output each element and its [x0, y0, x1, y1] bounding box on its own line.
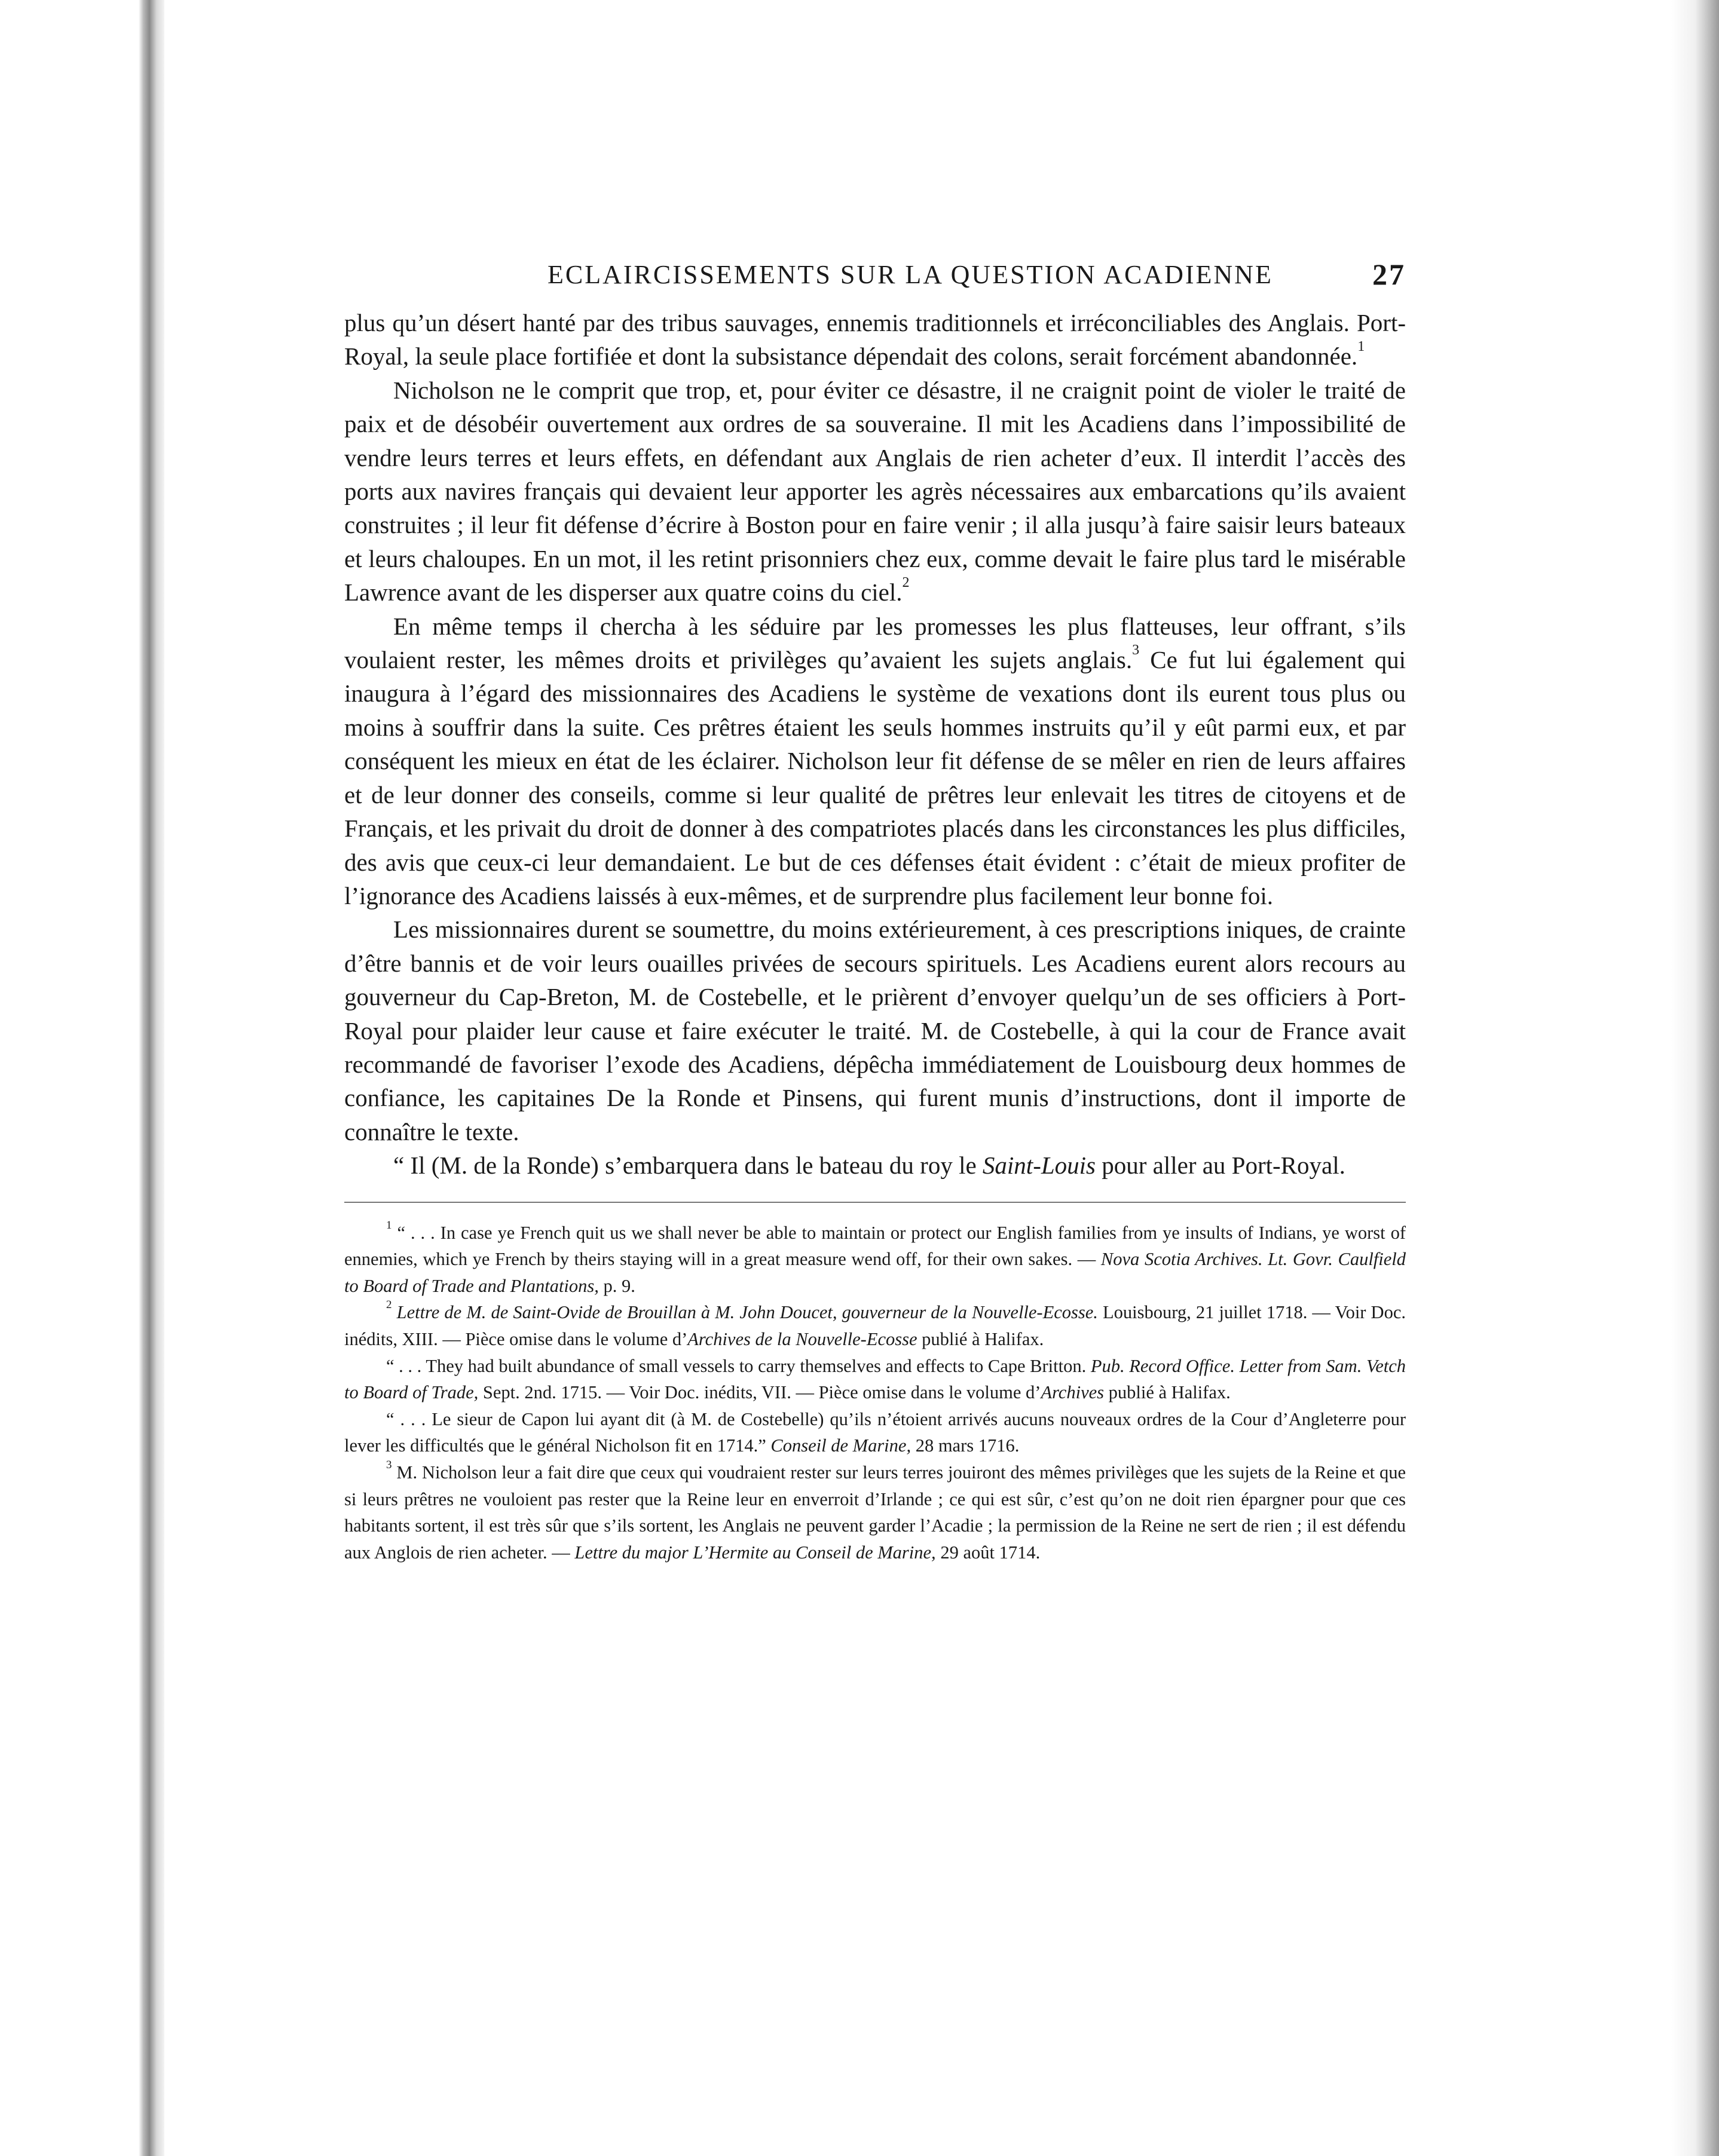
paragraph-nicholson — [344, 373, 1406, 610]
footnote-text: 28 mars 1716. — [915, 1435, 1020, 1456]
footnote-text: p. 9. — [603, 1275, 635, 1296]
footnote-source: Archives de la Nouvelle-Ecosse — [687, 1328, 917, 1349]
footnote-source: Nova Scotia Archives. Lt. Govr. Caulfield to Board of Trade and Plantations, — [344, 1249, 1406, 1296]
footnote-text: publié à Halifax. — [1108, 1382, 1231, 1403]
footnote-text: 29 août 1714. — [940, 1542, 1041, 1563]
footnote-marker: 2 — [902, 575, 910, 591]
book-page — [344, 257, 1406, 1566]
book-spine-shadow — [0, 0, 164, 2156]
running-title: ECLAIRCISSEMENTS SUR LA QUESTION ACADIENNE — [547, 260, 1273, 289]
footnote-source: Lettre du major L’Hermite au Conseil de Marine, — [574, 1542, 936, 1563]
footnote-text: Louisbourg, 21 juillet 1718. — Voir Doc. inédits, XIII. — Pièce omise dans le volume d’ — [344, 1302, 1406, 1349]
page-number: 27 — [1372, 258, 1406, 291]
footnotes — [344, 1220, 1406, 1566]
footnote-text: Sept. 2nd. 1715. — Voir Doc. inédits, VII. — Pièce omise dans le volume d’ — [482, 1382, 1041, 1403]
footnote-marker: 3 — [1132, 642, 1140, 659]
footnote-number: 3 — [386, 1458, 392, 1471]
footnote-text: “ . . . Le sieur de Capon lui ayant dit (à M. de Costebelle) qu’ils n’étoient arrivés aucuns nouveaux ordres de la Cour d’Angleterre pour lever les difficultés que le général Nicholson fit en 1714.” — [344, 1408, 1406, 1456]
footnote-text: “ . . . In case ye French quit us we shall never be able to maintain or protect our English families from ye insults of Indians, ye worst of ennemies, which ye French by theirs staying will in a great measure wend off, for their own sakes. — — [344, 1222, 1406, 1270]
paragraph-text: Nicholson ne le comprit que trop, et, pour éviter ce désastre, il ne craignit point de violer le traité de paix et de désobéir ouvertement aux ordres de sa souveraine. Il mit les Acadiens dans l’impossibilité de vendre leurs terres et leurs effets, en défendant aux Anglais de rien acheter d’eux. Il interdit l’accès des ports aux navires français qui devaient leur apporter les agrès nécessaires aux embarcations qu’ils avaient construites ; il leur fit défense d’écrire à Boston pour en faire venir ; il alla jusqu’à faire saisir leurs bateaux et leurs chaloupes. En un mot, il les retint prisonniers chez eux, comme devait le faire plus tard le misérable Lawrence avant de les disperser aux quatre coins du ciel. — [344, 376, 1406, 607]
footnote-2 — [344, 1299, 1406, 1352]
footnote-source: Conseil de Marine, — [770, 1435, 912, 1456]
paragraph-text: Ce fut lui également qui inaugura à l’égard des missionnaires des Acadiens le système de vexations dont ils eurent tous plus ou moins à souffrir dans la suite. Ces prêtres étaient les seuls hommes instruits qu’il y eût parmi eux, et par conséquent les mieux en état de les éclairer. Nicholson leur fit défense de se mêler en rien de leurs affaires et de leur donner des conseils, comme si leur qualité de prêtres leur enlevait les titres de citoyens et de Français, et les privait du droit de donner à des compatriotes placés dans les circonstances les plus difficiles, des avis que ceux-ci leur demandaient. Le but de ces défenses était évident : c’était de mieux profiter de l’ignorance des Acadiens laissés à eux-mêmes, et de surprendre plus facilement leur bonne foi. — [344, 646, 1406, 909]
footnote-2-quote-b — [344, 1406, 1406, 1459]
footnote-rule — [344, 1202, 1406, 1203]
footnote-marker: 1 — [1357, 339, 1365, 355]
footnote-source: Pub. Record Office. Letter from Sam. Vetch to Board of Trade, — [344, 1355, 1406, 1403]
paragraph-continuation — [344, 306, 1406, 373]
footnote-source: Archives — [1041, 1382, 1105, 1403]
footnote-3 — [344, 1459, 1406, 1566]
running-head — [344, 257, 1406, 299]
footnote-2-quote-a — [344, 1353, 1406, 1406]
paragraph-missionaries — [344, 610, 1406, 913]
footnote-text: “ . . . They had built abundance of small vessels to carry themselves and effects to Cape Britton. — [386, 1355, 1087, 1376]
quotation-text: “ Il (M. de la Ronde) s’embarquera dans le bateau du roy le — [393, 1152, 977, 1180]
paragraph-text: plus qu’un désert hanté par des tribus sauvages, ennemis traditionnels et irréconciliables des Anglais. Port-Royal, la seule place fortifiée et dont la subsistance dépendait des colons, serait forcément abandonnée. — [344, 309, 1406, 370]
footnote-source: Lettre de M. de Saint-Ovide de Brouillan à M. John Doucet, gouverneur de la Nouvelle-Ecosse. — [396, 1302, 1098, 1323]
main-text — [344, 306, 1406, 1183]
footnote-number: 1 — [386, 1218, 392, 1232]
paragraph-costebelle — [344, 912, 1406, 1149]
paragraph-text: Les missionnaires durent se soumettre, du moins extérieurement, à ces prescriptions iniques, de crainte d’être bannis et de voir leurs ouailles privées de secours spirituels. Les Acadiens eurent alors recours au gouverneur du Cap-Breton, M. de Costebelle, et le prièrent d’envoyer quelqu’un de ses officiers à Port-Royal pour plaider leur cause et faire exécuter le traité. M. de Costebelle, à qui la cour de France avait recommandé de favoriser l’exode des Acadiens, dépêcha immédiatement de Louisbourg deux hommes de confiance, les capitaines De la Ronde et Pinsens, qui furent munis d’instructions, dont il importe de connaître le texte. — [344, 915, 1406, 1146]
page-edge-shadow — [1671, 0, 1719, 2156]
footnote-number: 2 — [386, 1298, 392, 1312]
footnote-text: publié à Halifax. — [922, 1328, 1044, 1349]
footnote-text: M. Nicholson leur a fait dire que ceux qui voudraient rester sur leurs terres jouiront des mêmes privilèges que les sujets de la Reine et que si leurs prêtres ne vouloient pas rester que la Reine leur en enverroit d’Irlande ; ce qui est sûr, c’est qu’on ne doit rien épargner pour que ces habitants sortent, il est très sûr que s’ils sortent, les Anglais ne peuvent garder l’Acadie ; la permission de la Reine ne sert de rien ; il est défendu aux Anglois de rien acheter. — — [344, 1462, 1406, 1563]
footnote-1 — [344, 1220, 1406, 1300]
paragraph-text: En même temps il chercha à les séduire par les promesses les plus flatteuses, leur offrant, s’ils voulaient rester, les mêmes droits et privilèges qu’avaient les sujets anglais. — [344, 612, 1406, 674]
quotation-text: pour aller au Port-Royal. — [1102, 1152, 1345, 1180]
paragraph-quotation — [344, 1149, 1406, 1182]
ship-name: Saint-Louis — [982, 1152, 1096, 1180]
